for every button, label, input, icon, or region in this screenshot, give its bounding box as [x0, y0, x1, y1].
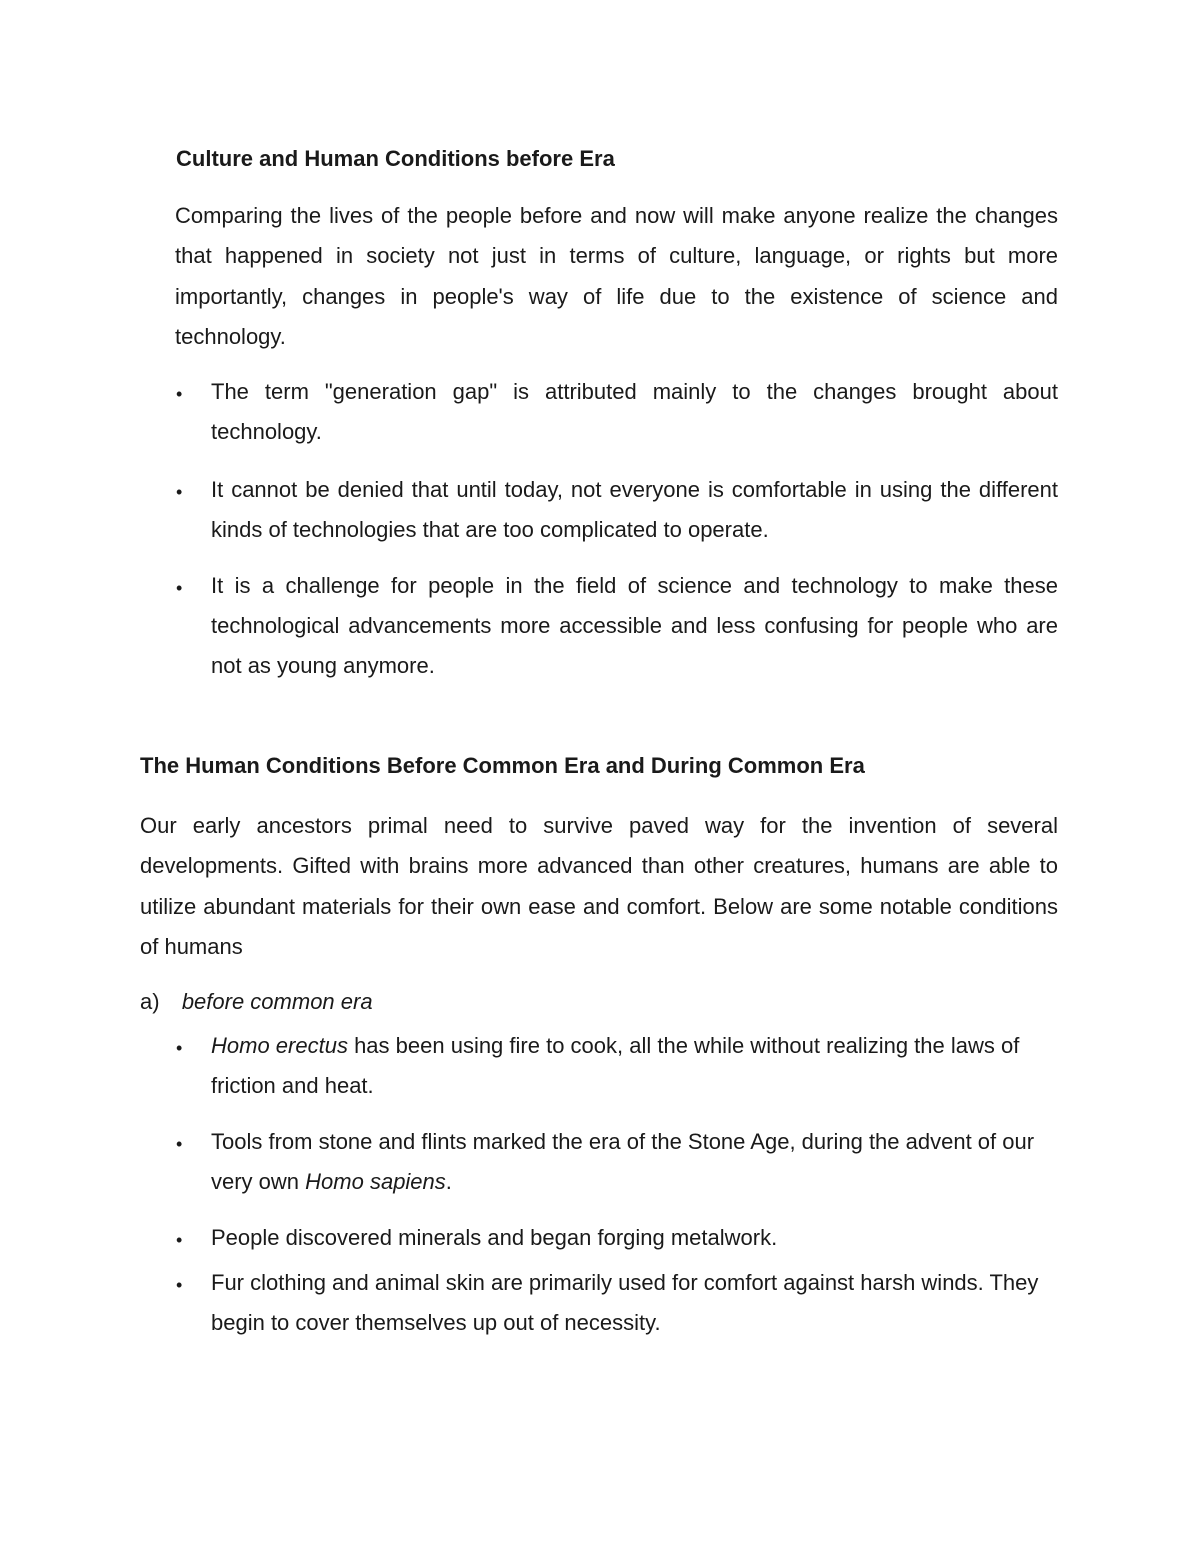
- bullet-icon: •: [176, 1038, 183, 1058]
- species-name: Homo sapiens: [305, 1169, 446, 1194]
- list-item: It cannot be denied that until today, not everyone is comfortable in using the different kinds of technologies that are too complicated to operate.: [211, 477, 1058, 542]
- list-item: The term "generation gap" is attributed mainly to the changes brought about technology.: [211, 379, 1058, 444]
- bullet-icon: •: [176, 1134, 183, 1154]
- section-heading-culture: Culture and Human Conditions before Era: [176, 146, 615, 171]
- species-name: Homo erectus: [211, 1033, 348, 1058]
- list-item: Tools from stone and flints marked the era of the Stone Age, during the advent of our very own Homo sapiens.: [211, 1129, 1035, 1194]
- list-item: People discovered minerals and began forging metalwork.: [211, 1225, 778, 1250]
- bullet-icon: •: [176, 482, 183, 502]
- sub-title: before common era: [181, 989, 373, 1014]
- sub-label: a): [140, 989, 160, 1014]
- list-item: It is a challenge for people in the field of science and technology to make these technological advancements more accessible and less confusing for people who are not as young anymore.: [211, 573, 1058, 678]
- bullet-icon: •: [176, 1275, 183, 1295]
- list-item: Homo erectus has been using fire to cook, all the while without realizing the laws of friction and heat.: [211, 1033, 1020, 1098]
- bullet-icon: •: [176, 578, 183, 598]
- ancestors-paragraph: Our early ancestors primal need to survive paved way for the invention of several developments. Gifted with brains more advanced than other creatures, humans are able to utilize abundant materials for their own ease and comfort. Below are some notable conditions of humans: [140, 813, 1058, 959]
- intro-paragraph: Comparing the lives of the people before and now will make anyone realize the changes that happened in society not just in terms of culture, language, or rights but more importantly, changes in people's way of life due to the existence of science and technology.: [175, 203, 1058, 349]
- bullet-icon: •: [176, 1230, 183, 1250]
- sub-heading: [140, 982, 373, 1022]
- list-item: Fur clothing and animal skin are primarily used for comfort against harsh winds. They begin to cover themselves up out of necessity.: [211, 1270, 1039, 1335]
- section-heading-human-conditions: The Human Conditions Before Common Era and During Common Era: [140, 753, 865, 778]
- bullet-icon: •: [176, 384, 183, 404]
